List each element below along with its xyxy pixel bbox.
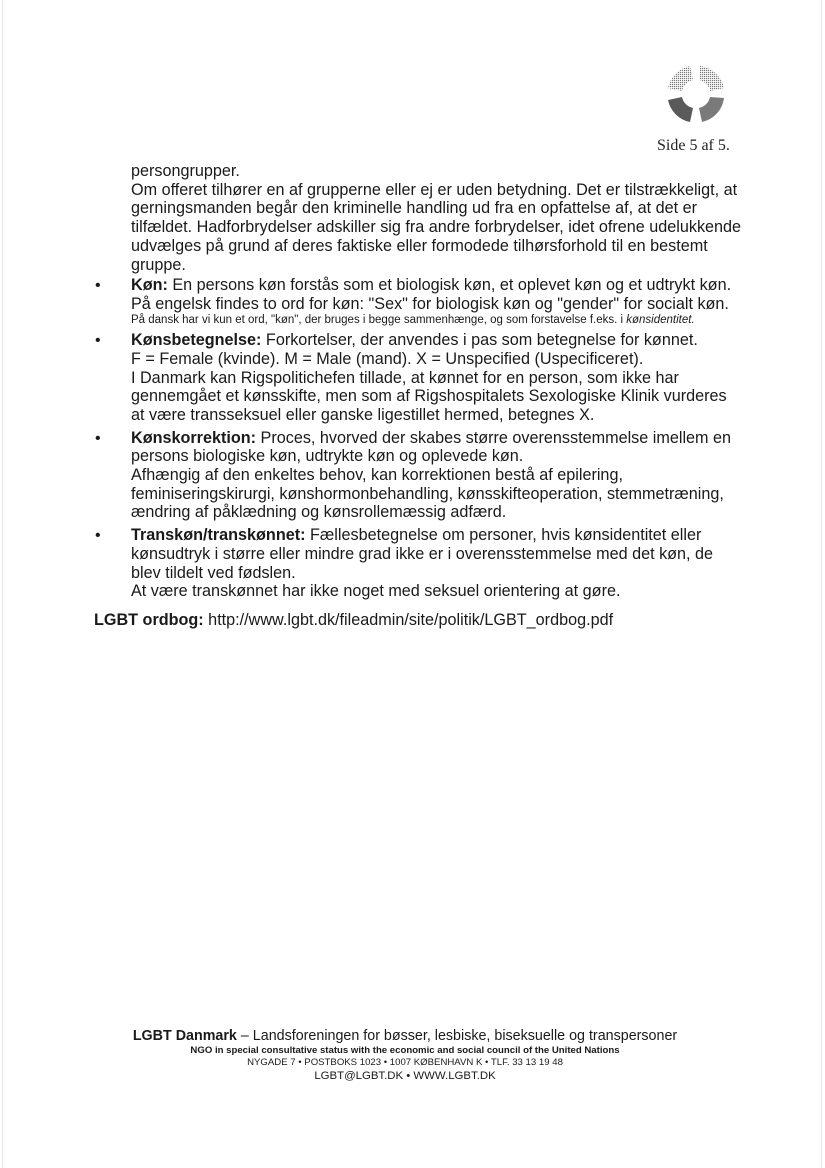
page-footer [100, 1028, 710, 1083]
footer-address: NYGADE 7 • POSTBOKS 1023 • 1007 KØBENHAVN K • TLF. 33 13 19 48 [247, 1057, 563, 1068]
reference-label: LGBT ordbog: [94, 610, 204, 629]
lgbt-circle-logo-icon [660, 58, 732, 130]
note-emphasis: kønsidentitet. [626, 313, 695, 326]
list-item [94, 331, 744, 425]
reference-line [94, 611, 744, 630]
footer-contact: LGBT@LGBT.DK • WWW.LGBT.DK [314, 1070, 496, 1082]
scan-edge-left [2, 0, 3, 1168]
reference-url: http://www.lgbt.dk/fileadmin/site/politik/LGBT_ordbog.pdf [203, 610, 614, 629]
scan-edge-right [821, 0, 822, 1168]
footer-org-name: LGBT Danmark [132, 1028, 237, 1044]
note-text: På dansk har vi kun et ord, "køn", der bruges i begge sammenhænge, og som forstavelse f.eks. i [131, 313, 627, 326]
page-number: Side 5 af 5. [657, 137, 730, 154]
definition-term: Transkøn/transkønnet: [131, 526, 306, 545]
list-item [94, 526, 744, 601]
definition-text: Proces, hvorved der skabes større overensstemmelse imellem en persons biologiske køn, udtrykte køn og oplevede køn. [131, 428, 732, 466]
list-item [94, 429, 744, 523]
list-item [94, 276, 744, 327]
definition-text: Fællesbetegnelse om personer, hvis kønsidentitet eller kønsudtryk i større eller mindre grad ikke er i overensstemmelse med det køn, de blev tildelt ved fødslen. [131, 526, 714, 582]
definition-text: Forkortelser, der anvendes i pas som betegnelse for kønnet. [261, 331, 698, 350]
definition-extra: Afhængig af den enkeltes behov, kan korrektionen bestå af epilering, feminiseringskirurgi, kønshormonbehandling, kønsskifteoperation, stemmetræning, ændring af påklædning og kønsrollemæssig adfærd. [131, 466, 724, 522]
definition-term: Kønskorrektion: [131, 428, 257, 447]
intro-line: Om offeret tilhører en af grupperne eller ej er uden betydning. Det er tilstrækkeligt, at gerningsmanden begår den kriminelle handling ud fra en opfattelse af, at det er tilfældet. Hadforbrydelser adskiller sig fra andre forbrydelser, idet ofrene udelukkende udvælges på grund af deres faktiske eller formodede tilhørsforhold til en bestemt gruppe. [131, 180, 742, 274]
definition-extra: At være transkønnet har ikke noget med seksuel orientering at gøre. [131, 582, 621, 601]
bullet-icon: • [95, 332, 101, 350]
definition-text: En persons køn forstås som et biologisk køn, et oplevet køn og et udtrykt køn. På engelsk findes to ord for køn: "Sex" for biologisk køn og "gender" for socialt køn. [131, 276, 732, 313]
bullet-icon: • [95, 429, 101, 447]
definition-extra: F = Female (kvinde). M = Male (mand). X = Unspecified (Uspecificeret). [131, 349, 644, 368]
definition-note [131, 314, 744, 328]
footer-ngo-status: NGO in special consultative status with the economic and social council of the United Nations [190, 1045, 620, 1056]
definition-term: Kønsbetegnelse: [131, 331, 262, 350]
bullet-icon: • [95, 277, 101, 295]
footer-org-line [100, 1028, 710, 1045]
document-body [94, 162, 744, 630]
definition-list [94, 276, 744, 601]
footer-org-desc: – Landsforeningen for bøsser, lesbiske, biseksuelle og transpersoner [236, 1028, 678, 1044]
intro-line: persongrupper. [131, 162, 240, 180]
definition-extra: I Danmark kan Rigspolitichefen tillade, at kønnet for en person, som ikke har gennemgået et kønsskifte, men som af Rigshospitalets Sexologiske Klinik vurderes at være transseksuel eller ganske ligestillet hermed, betegnes X. [131, 368, 727, 424]
definition-term: Køn: [131, 276, 168, 295]
bullet-icon: • [95, 527, 101, 545]
intro-paragraph [131, 162, 744, 274]
